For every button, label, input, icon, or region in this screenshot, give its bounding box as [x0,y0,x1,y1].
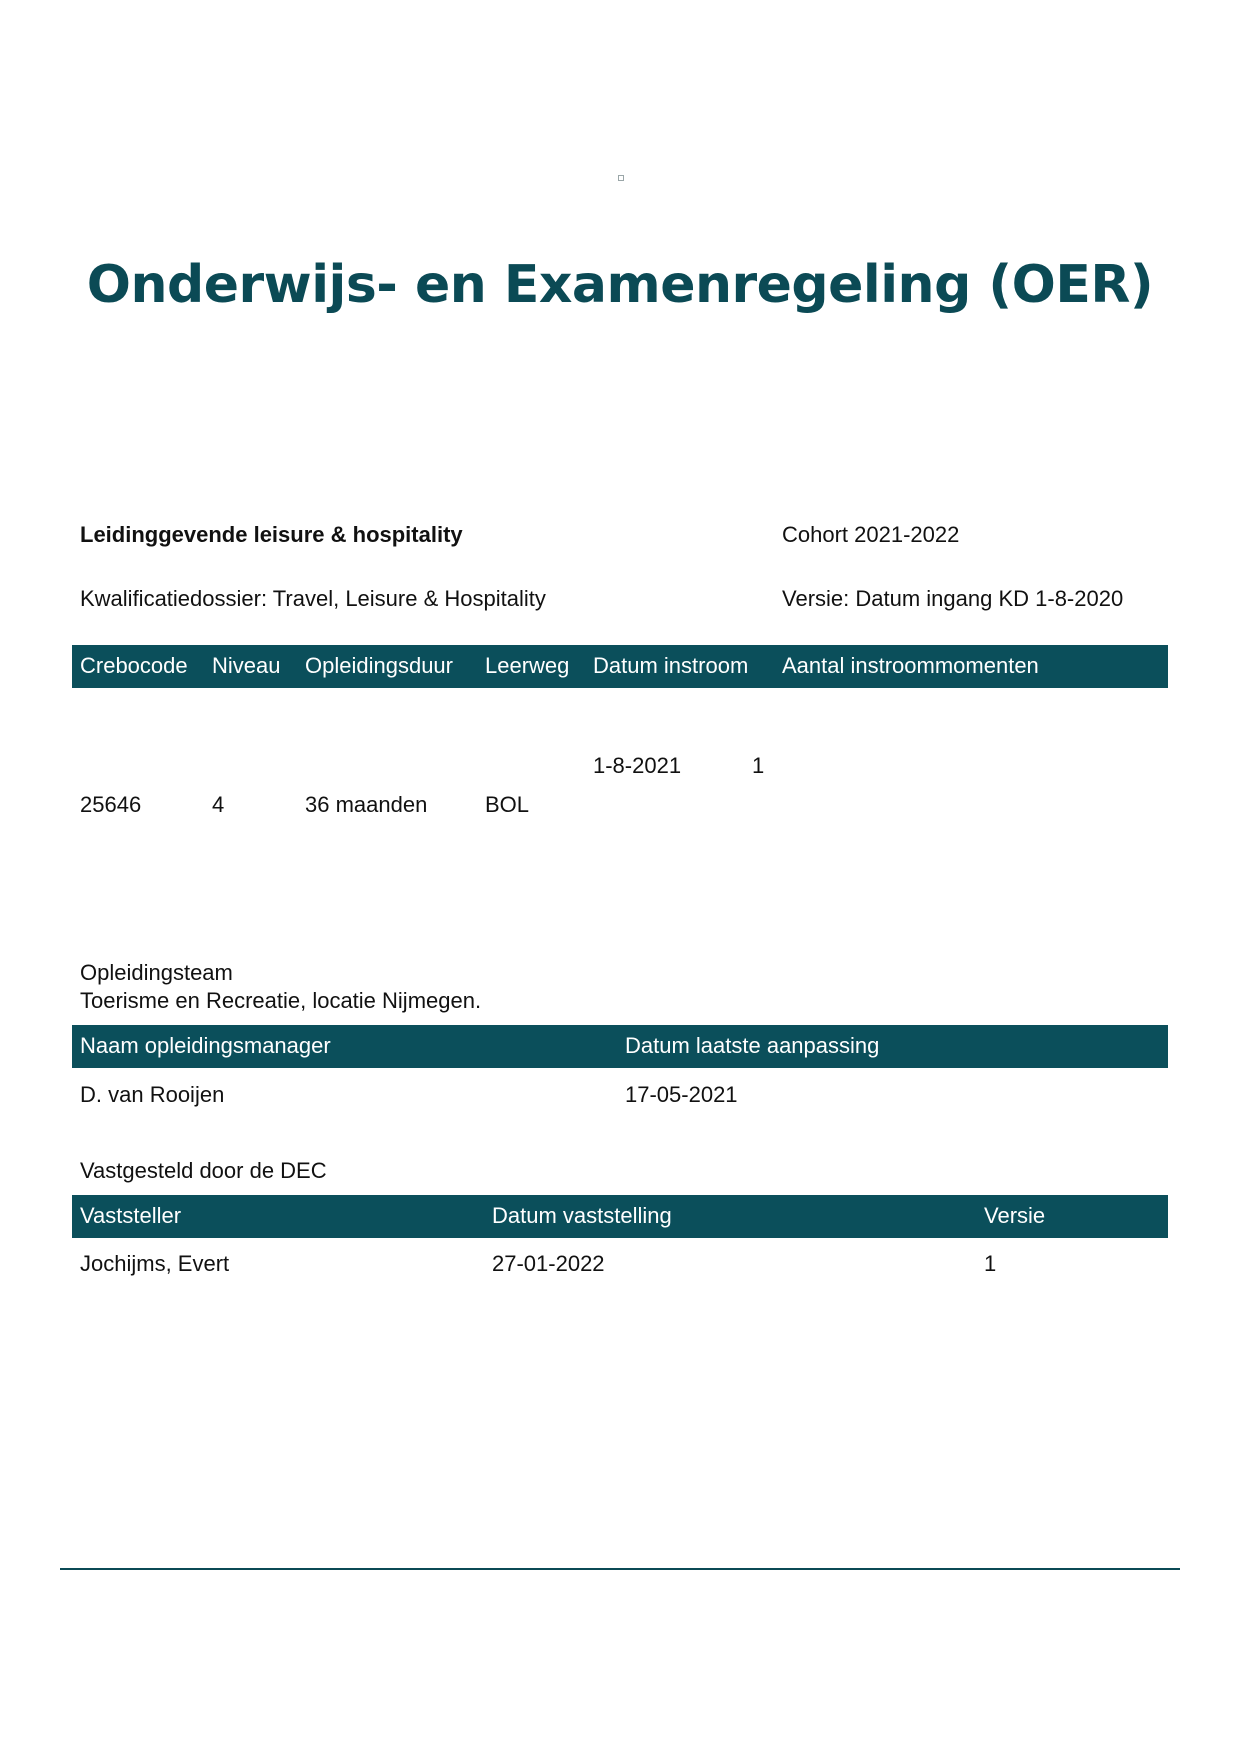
cell-datum-instroom: 1-8-2021 [593,753,682,778]
cell-aantal-instroommomenten: 1 [752,753,765,778]
header-vaststeller: Vaststeller [80,1203,182,1228]
cell-crebocode: 25646 [80,792,142,817]
cell-opleidingsmanager: D. van Rooijen [80,1082,225,1107]
cell-opleidingsduur: 36 maanden [305,792,428,817]
cell-datum-laatste-aanpassing: 17-05-2021 [625,1082,738,1107]
image-placeholder-icon [618,175,624,181]
header-naam-opleidingsmanager: Naam opleidingsmanager [80,1033,331,1058]
header-versie: Versie [984,1203,1046,1228]
program-name: Leidinggevende leisure & hospitality [80,522,463,547]
page-title: Onderwijs- en Examenregeling (OER) [86,255,1154,315]
header-opleidingsduur: Opleidingsduur [305,653,453,678]
dec-label: Vastgesteld door de DEC [80,1158,327,1183]
main-table-header [72,645,1168,688]
footer-divider [60,1568,1180,1570]
header-datum-vaststelling: Datum vaststelling [492,1203,672,1228]
kwalificatiedossier-label: Kwalificatiedossier: Travel, Leisure & Hospitality [80,586,546,611]
header-crebocode: Crebocode [80,653,188,678]
header-aantal-instroommomenten: Aantal instroommomenten [782,653,1039,678]
header-datum-laatste-aanpassing: Datum laatste aanpassing [625,1033,880,1058]
cell-niveau: 4 [212,792,225,817]
cell-leerweg: BOL [485,792,530,817]
header-leerweg: Leerweg [485,653,570,678]
cell-vaststeller: Jochijms, Evert [80,1251,230,1276]
cohort-label: Cohort 2021-2022 [782,522,960,547]
header-datum-instroom: Datum instroom [593,653,749,678]
team-value: Toerisme en Recreatie, locatie Nijmegen. [80,988,482,1013]
header-niveau: Niveau [212,653,281,678]
dec-table-header [72,1195,1168,1238]
team-label: Opleidingsteam [80,960,233,985]
versie-label: Versie: Datum ingang KD 1-8-2020 [782,586,1124,611]
cell-datum-vaststelling: 27-01-2022 [492,1251,605,1276]
manager-table-header [72,1025,1168,1068]
cell-versie: 1 [984,1251,997,1276]
